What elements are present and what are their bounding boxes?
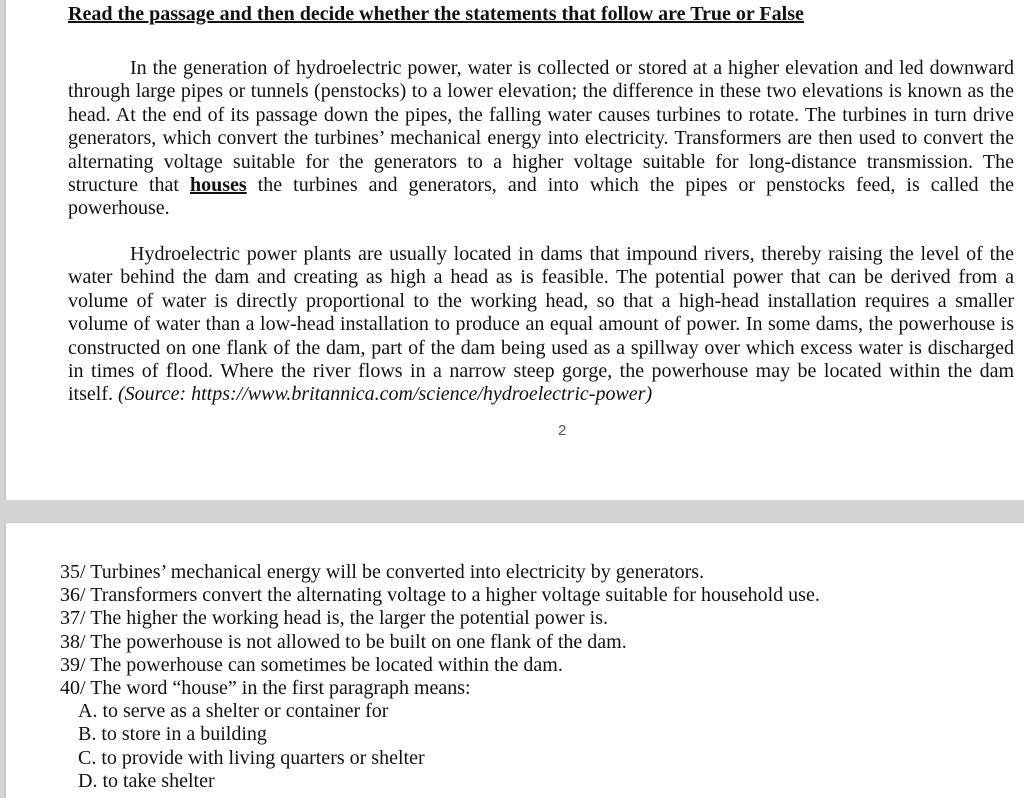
page-number: 2	[558, 422, 567, 439]
passage-paragraph-1	[68, 57, 1014, 221]
question-list	[60, 561, 820, 793]
answer-options	[60, 700, 820, 793]
option-b: B. to store in a building	[78, 723, 267, 746]
question-39: 39/ The powerhouse can sometimes be located within the dam.	[60, 653, 563, 676]
question-38: 38/ The powerhouse is not allowed to be built on one flank of the dam.	[60, 630, 627, 653]
question-40	[60, 677, 820, 793]
option-a: A. to serve as a shelter or container for	[78, 700, 389, 723]
option-d: D. to take shelter	[78, 769, 215, 792]
paragraph-1-text-before: In the generation of hydroelectric power, water is collected or stored at a higher elevation and led downward through large pipes or tunnels (penstocks) to a lower elevation; the difference in these two elevations is known as the head. At the end of its passage down the pipes, the falling water causes turbines to rotate. The turbines in turn drive generators, which convert the turbines’ mechanical energy into electricity. Transformers are then used to convert the alternating voltage suitable for the generators to a higher voltage suitable for long-distance transmission. The structure that	[68, 57, 1014, 197]
document-page-1	[4, 0, 1024, 500]
option-c: C. to provide with living quarters or shelter	[78, 746, 425, 769]
question-37: 37/ The higher the working head is, the larger the potential power is.	[60, 607, 609, 630]
paragraph-2-text: Hydroelectric power plants are usually located in dams that impound rivers, thereby raising the level of the water behind the dam and creating as high a head as is feasible. The potential power that can be derived from a volume of water is directly proportional to the working head, so that a high-head installation requires a smaller volume of water than a low-head installation to produce an equal amount of power. In some dams, the powerhouse is constructed on one flank of the dam, part of the dam being used as a spillway over which excess water is discharged in times of flood. Where the river flows in a narrow steep gorge, the powerhouse may be located within the dam itself.	[68, 243, 1014, 406]
question-35: 35/ Turbines’ mechanical energy will be converted into electricity by generators.	[60, 561, 705, 583]
highlighted-word-houses: houses	[190, 174, 247, 197]
source-citation: (Source: https://www.britannica.com/science/hydroelectric-power)	[118, 383, 653, 406]
question-36: 36/ Transformers convert the alternating voltage to a higher voltage suitable for household use.	[60, 584, 820, 607]
passage-paragraph-2	[68, 243, 1014, 407]
document-page-2	[4, 522, 1024, 798]
question-40-text: 40/ The word “house” in the first paragraph means:	[60, 677, 471, 700]
paragraph-1-text-after: the turbines and generators, and into which the pipes or penstocks feed, is called the powerhouse.	[68, 174, 1014, 220]
instructions-heading: Read the passage and then decide whether the statements that follow are True or False	[68, 3, 804, 25]
